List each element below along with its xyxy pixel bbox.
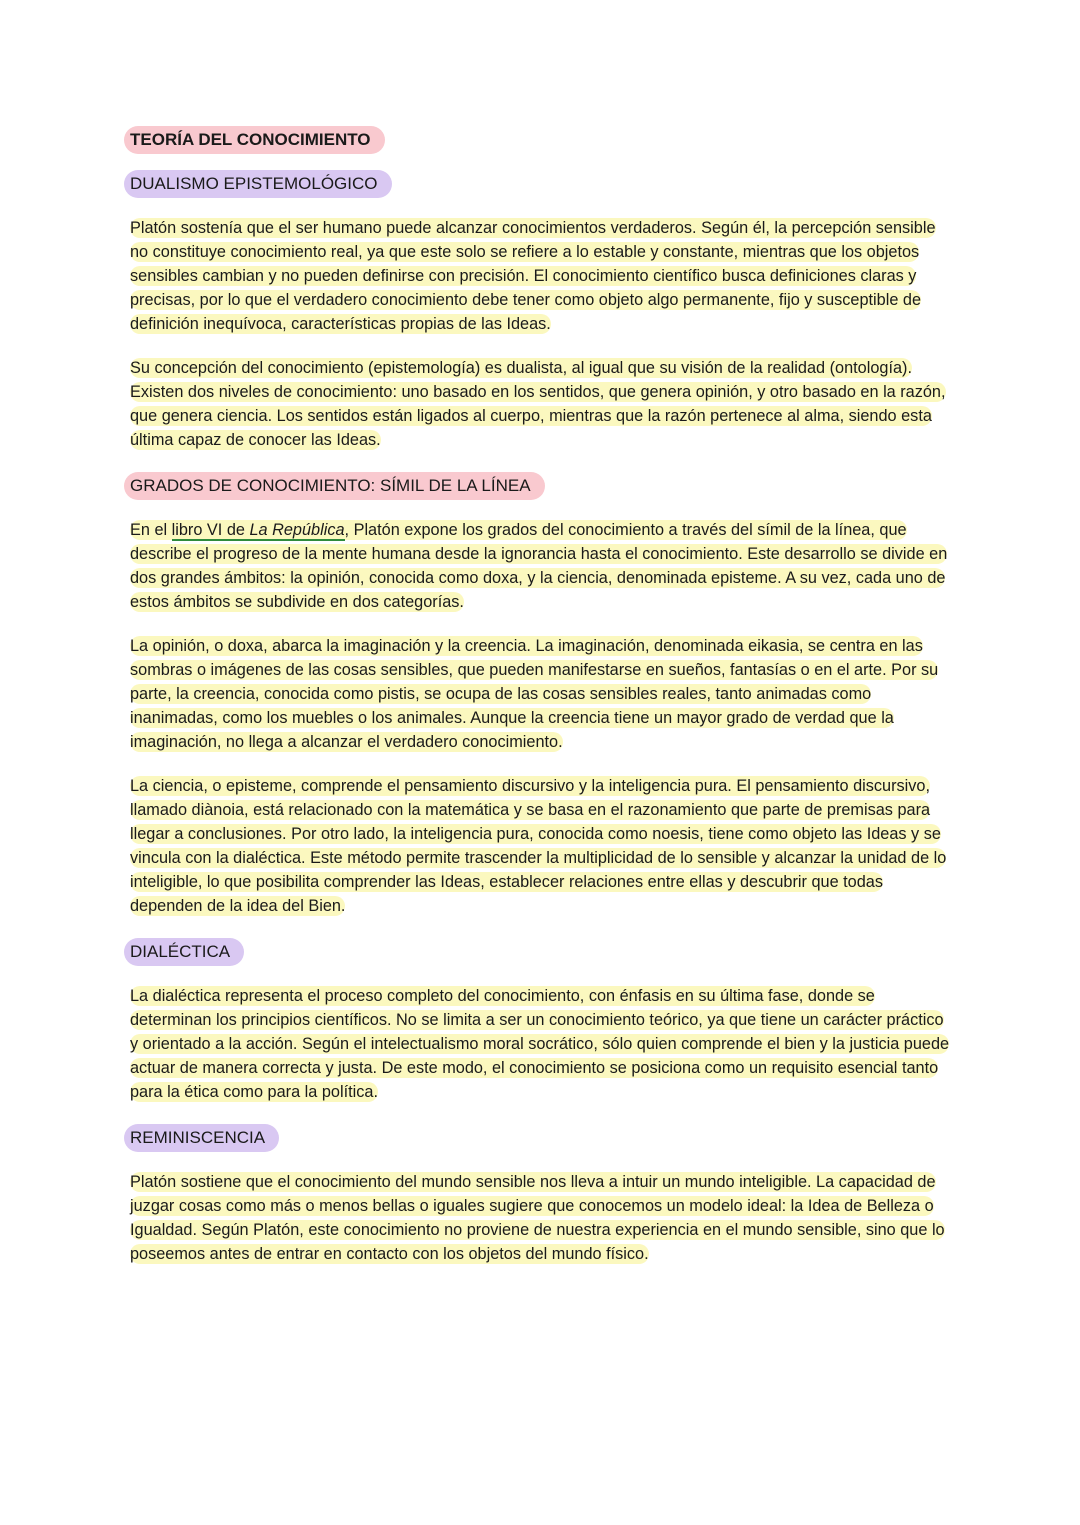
section-heading-grados: GRADOS DE CONOCIMIENTO: SÍMIL DE LA LÍNEA: [124, 472, 545, 500]
title-block: [130, 126, 950, 154]
link-text: libro VI de: [171, 521, 250, 539]
paragraph-reminiscencia-1: [130, 1170, 950, 1266]
section-heading-block: [130, 1124, 950, 1152]
link-italic-title: La República: [249, 521, 345, 539]
highlighted-text: La dialéctica representa el proceso completo del conocimiento, con énfasis en su última fase, donde se determinan los principios científicos. No se limita a ser un conocimiento teórico, ya que tiene un carácter práctico y orientado a la acción. Según el intelectualismo moral socrático, sólo quien comprende el bien y la justicia puede actuar de manera correcta y justa. De este modo, el conocimiento se posiciona como un requisito esencial tanto para la ética como para la política.: [130, 987, 950, 1101]
highlighted-text: La opinión, o doxa, abarca la imaginación y la creencia. La imaginación, denominada eikasia, se centra en las sombras o imágenes de las cosas sensibles, que pueden manifestarse en sueños, fantasías o en el arte. Por su parte, la creencia, conocida como pistis, se ocupa de las cosas sensibles reales, tanto animadas como inanimadas, como los muebles o los animales. Aunque la creencia tiene un mayor grado de verdad que la imaginación, no llega a alcanzar el verdadero conocimiento.: [130, 637, 939, 751]
section-heading-dialectica: DIALÉCTICA: [124, 938, 244, 966]
book-reference-link[interactable]: [172, 521, 345, 541]
highlighted-text: Platón sostiene que el conocimiento del mundo sensible nos lleva a intuir un mundo inteligible. La capacidad de juzgar cosas como más o menos bellas o iguales sugiere que conocemos un modelo ideal: la Idea de Belleza o Igualdad. Según Platón, este conocimiento no proviene de nuestra experiencia en el mundo sensible, sino que lo poseemos antes de entrar en contacto con los objetos del mundo físico.: [130, 1173, 945, 1263]
highlighted-text: La ciencia, o episteme, comprende el pensamiento discursivo y la inteligencia pura. El pensamiento discursivo, llamado diànoia, está relacionado con la matemática y se basa en el razonamiento que parte de premisas para llegar a conclusiones. Por otro lado, la inteligencia pura, conocida como noesis, tiene como objeto las Ideas y se vincula con la dialéctica. Este método permite trascender la multiplicidad de lo sensible y alcanzar la unidad de lo inteligible, lo que posibilita comprender las Ideas, establecer relaciones entre ellas y descubrir que todas dependen de la idea del Bien.: [130, 777, 947, 915]
page-title: TEORÍA DEL CONOCIMIENTO: [124, 126, 385, 154]
paragraph-grados-3: [130, 774, 950, 918]
section-heading-reminiscencia: REMINISCENCIA: [124, 1124, 279, 1152]
section-heading-block: [130, 938, 950, 966]
text-run: En el: [130, 521, 172, 539]
paragraph-dualismo-2: [130, 356, 950, 452]
paragraph-dialectica-1: [130, 984, 950, 1104]
paragraph-grados-2: [130, 634, 950, 754]
paragraph-dualismo-1: [130, 216, 950, 336]
paragraph-grados-1: [130, 518, 950, 614]
highlighted-text: Platón sostenía que el ser humano puede alcanzar conocimientos verdaderos. Según él, la percepción sensible no constituye conocimiento real, ya que este solo se refiere a lo estable y constante, mientras que los objetos sensibles cambian y no pueden definirse con precisión. El conocimiento científico busca definiciones claras y precisas, por lo que el verdadero conocimiento debe tener como objeto algo permanente, fijo y susceptible de definición inequívoca, características propias de las Ideas.: [130, 219, 936, 333]
text-run: , Platón expone los grados del conocimiento a través del símil de la línea, que describe el progreso de la mente humana desde la ignorancia hasta el conocimiento. Este desarrollo se divide en dos grandes ámbitos: la opinión, conocida como doxa, y la ciencia, denominada episteme. A su vez, cada uno de estos ámbitos se subdivide en dos categorías.: [130, 521, 948, 611]
section-heading-dualismo: DUALISMO EPISTEMOLÓGICO: [124, 170, 392, 198]
section-heading-block: [130, 170, 950, 198]
highlighted-text: [130, 520, 947, 612]
highlighted-text: Su concepción del conocimiento (epistemología) es dualista, al igual que su visión de la realidad (ontología). Existen dos niveles de conocimiento: uno basado en los sentidos, que genera opinión, y otro basado en la razón, que genera ciencia. Los sentidos están ligados al cuerpo, mientras que la razón pertenece al alma, siendo esta última capaz de conocer las Ideas.: [130, 359, 946, 449]
section-heading-block: [130, 472, 950, 500]
